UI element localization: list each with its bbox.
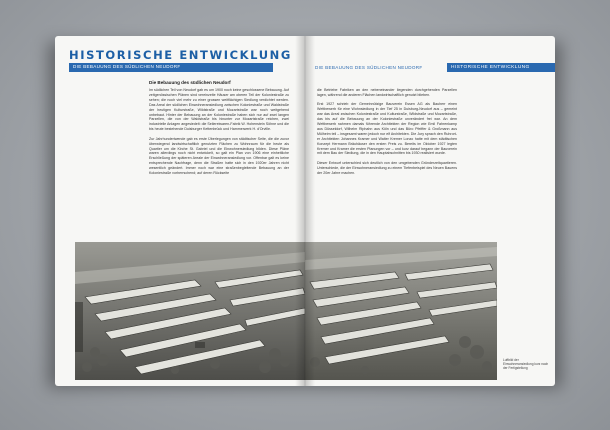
- paragraph: Zur Jahrhundertwende gab es erste Überlegungen von städtischer Seite, die die zuvor überwiegend landwirtschaftlich genutzten Flächen zu Wohnraum für die heute als Quartier um die Kirche St. Gabriel und die Einwohnersiedlung bilden. Diese Pläne waren allerdings noch nicht entwickelt, so galt ein Plan von 1906 eine einheitliche Erschließung der späteren Areale der Einwohneransiedlung vor. Offenbar galt es keine entsprechende Nachfrage, denn die Straßen hatte sich in den 1920er Jahren nicht wesentlich geändert. Immer noch war eine straßenbegleitende Bebauung an der Koloniestraße vorherrschend; auf deren Rückseite: [149, 136, 289, 176]
- left-page: [55, 36, 305, 386]
- section-subtitle: DIE BEBAUUNG DES SÜDLICHEN NEUDORF: [315, 65, 423, 70]
- section-heading: Die Bebauung des südlichen Neudorf: [149, 80, 231, 85]
- right-page: [305, 36, 555, 386]
- paragraph: Dieser Entwurf unterschied sich deutlich von den umgebenden Gründerzeitquartieren. Unterschiede, die der Einwohneransiedlung zu einem Tiefenbeispiel des Neuen Bauens der 20er Jahre machen.: [317, 160, 457, 175]
- paragraph: Erst 1927 schrieb der Gemeinnützige Bauverein Essen AG als Bauherr einen Wettbewerb für eine Wohnsiedlung in der Tief 25 in Duisburg-Neudorf aus – gemeint war das Areal zwischen Koloniestraße und Kulturstraße, Wildstraße und Mozartstraße, das bis auf die Bebauung an der Koloniestraße unverändert frei war. An dem Wettbewerb nahmen damals führende Architekten der Region wie Emil Fahrenkamp aus Düsseldorf, Wilhelm Riphahn aus Köln und das Büro Pfeiffer & Großmann aus Mülheim teil – insgesamt waren jedoch nur elf Architekten. Die Jury sprach den Ruhrort-er Architekten Johannes Kramer und Walter Kremer Lonzo hatte mit dem städtischen Konzept Hermann Bräuhäuser den ersten Preis zu. Bereits im Oktober 1927 legten Kremer und Kramer die ersten Planungen vor – und kurz darauf begann der Bauverein mit dem Bau der Siedlung, die in den Hauptabschnitten bis 1930 realisiert wurde.: [317, 102, 457, 156]
- right-body-text: [317, 88, 457, 180]
- paragraph: Im südlichen Teil von Neudorf gab es um 1900 noch keine geschlossene Bebauung. Auf zeitgenössischen Plänen sind vereinzelte Häuser am oberen Teil der Koloniestraße zu sehen; die noch viel mehr zu einer grossen weitflächigen Siedlung verdichtet werden. Das Areal der südlichen Einwohneransiedlung zwischen Koloniestraße und Waldstraße der heutigen Kulturstraße, Wildstraße und Mozartstraße war noch weitgehend unbebaut. Hinter der Bebauung an der Koloniestraße haben sich nur auf zwei langen Parzellen, die von der Waldstraße bis hinunter zur Mozartstraße reichen, zwei industrielle Anlagen angesiedelt: die Seilereiwaren-Fabrik W. Hohenstein Söhne und die bis heute bestehende Duisburger Kettenbrück und Hammerwerk H. d'Orville.: [149, 88, 289, 132]
- aerial-photo-left: [75, 242, 305, 380]
- photo-caption: Luftbild der Einwohneransiedlung kurz nach der Fertigstellung: [503, 358, 549, 371]
- section-subtitle: DIE BEBAUUNG DES SÜDLICHEN NEUDORF: [73, 64, 181, 69]
- aerial-photo-right: [305, 242, 497, 380]
- section-title: HISTORISCHE ENTWICKLUNG: [451, 64, 530, 70]
- section-bar: [447, 63, 555, 72]
- book-spine: [295, 36, 315, 386]
- left-body-text: [149, 88, 289, 181]
- page-title: HISTORISCHE ENTWICKLUNG: [69, 48, 292, 62]
- paragraph: die Betriebe Fabriken an den nebeneinander liegenden durchgehenden Parzellen lagen, während die anderen Flächen landwirtschaftlich genutzt blieben.: [317, 88, 457, 97]
- section-bar: [69, 63, 273, 72]
